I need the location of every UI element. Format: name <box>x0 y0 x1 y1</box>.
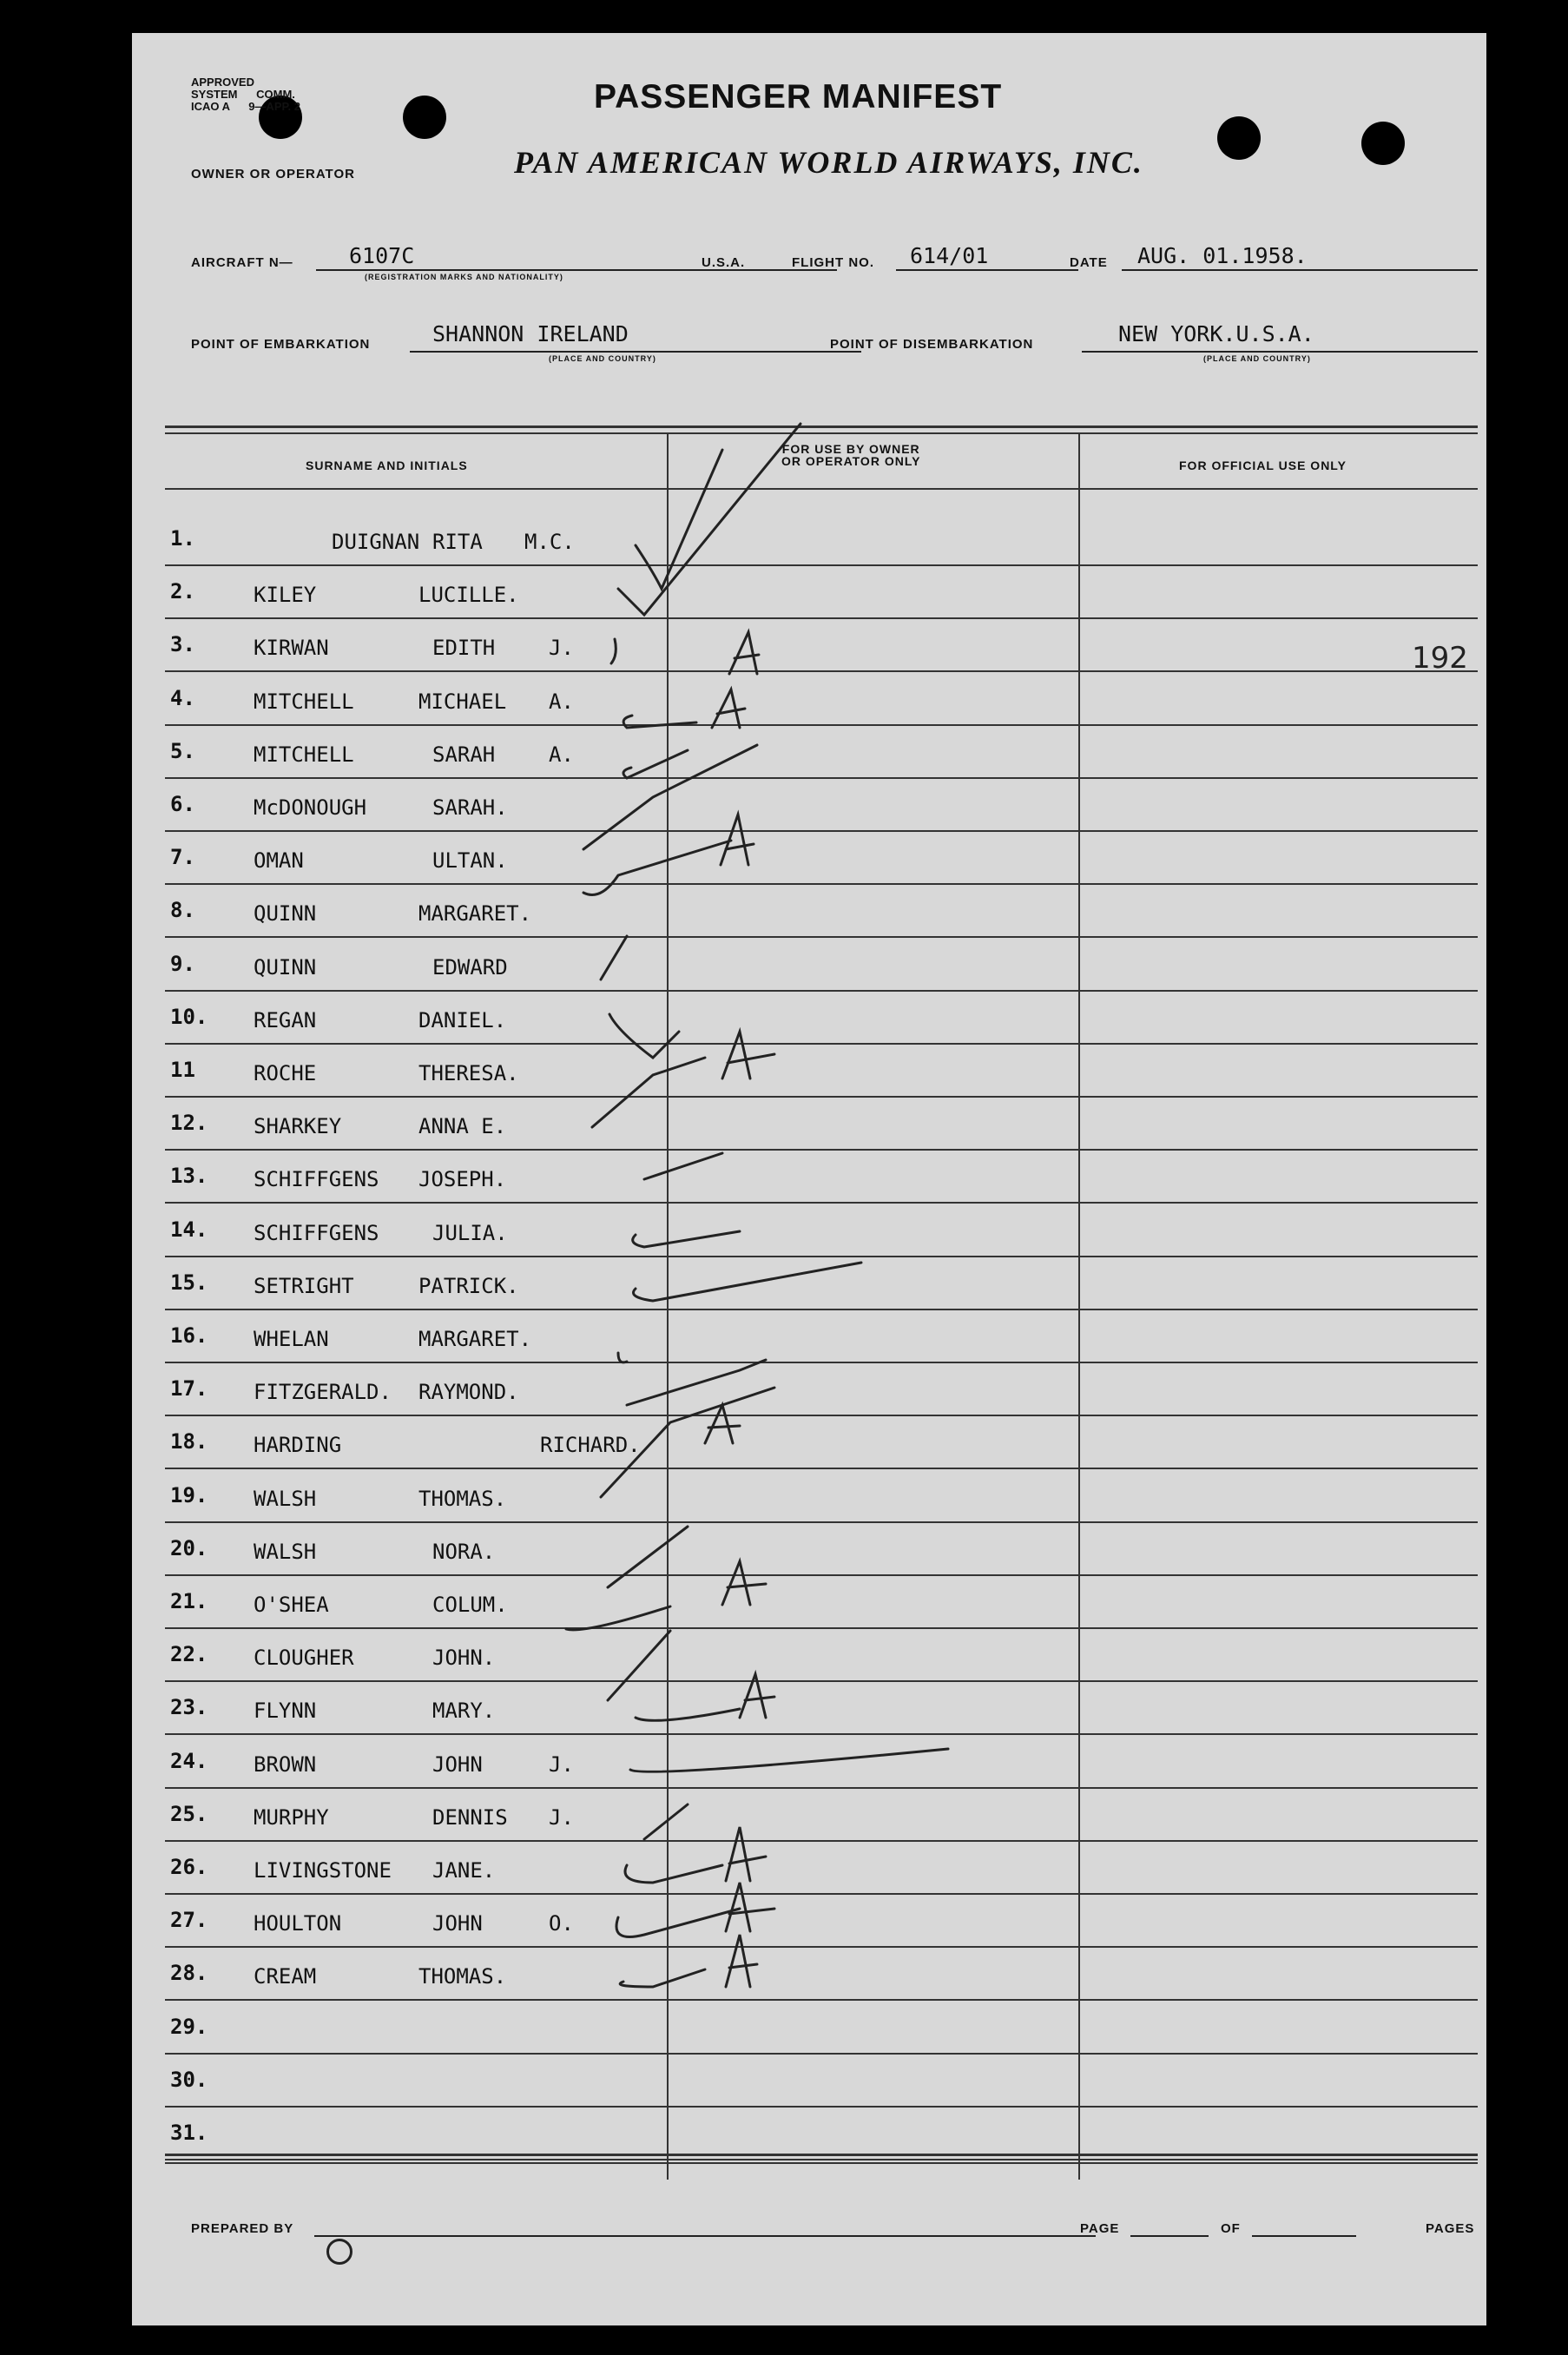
passenger-given-name: COLUM. <box>432 1593 508 1617</box>
embark-caption: (PLACE AND COUNTRY) <box>549 354 656 363</box>
row-number: 30. <box>170 2068 208 2092</box>
passenger-given-name: THOMAS. <box>418 1964 507 1989</box>
row-number: 13. <box>170 1164 208 1188</box>
check-mark <box>636 1709 740 1720</box>
row-number: 27. <box>170 1908 208 1932</box>
passenger-surname: HOULTON <box>254 1911 342 1936</box>
passenger-given-name: ULTAN. <box>432 848 508 873</box>
page-title: PASSENGER MANIFEST <box>594 78 1003 115</box>
letter-a-mark <box>705 1405 740 1443</box>
row-number: 11 <box>170 1058 195 1082</box>
passenger-initial: A. <box>549 742 574 767</box>
check-mark <box>566 1606 670 1630</box>
passenger-given-name: LUCILLE. <box>418 583 519 607</box>
manifest-sheet <box>132 33 1486 2325</box>
row-number: 18. <box>170 1429 208 1454</box>
approval-stamp-text: APPROVED SYSTEM COMM. ICAO A 9—APP. 2 <box>191 76 300 113</box>
row-number: 28. <box>170 1961 208 1985</box>
passenger-surname: SCHIFFGENS <box>254 1167 379 1191</box>
row-number: 12. <box>170 1111 208 1135</box>
official-note: 192 <box>1412 641 1468 676</box>
row-number: 7. <box>170 845 195 869</box>
check-mark <box>630 1749 948 1771</box>
passenger-surname: DUIGNAN <box>332 530 420 554</box>
disembark-caption: (PLACE AND COUNTRY) <box>1203 354 1311 363</box>
row-number: 2. <box>170 579 195 604</box>
usa-label: U.S.A. <box>702 255 746 270</box>
date-value: AUG. 01.1958. <box>1137 243 1308 268</box>
passenger-surname: CREAM <box>254 1964 317 1989</box>
passenger-initial: M.C. <box>524 530 575 554</box>
passenger-given-name: NORA. <box>432 1540 496 1564</box>
check-mark <box>608 1527 688 1587</box>
passenger-given-name: SARAH. <box>432 795 508 820</box>
check-mark <box>620 1969 705 1987</box>
passenger-given-name: RITA <box>432 530 483 554</box>
row-number: 29. <box>170 2015 208 2039</box>
row-number: 21. <box>170 1589 208 1613</box>
check-mark <box>611 639 616 663</box>
row-number: 23. <box>170 1695 208 1719</box>
owner-value: PAN AMERICAN WORLD AIRWAYS, INC. <box>514 145 1143 180</box>
passenger-initial: J. <box>549 636 574 660</box>
passenger-given-name: THOMAS. <box>418 1487 507 1511</box>
row-number: 16. <box>170 1323 208 1348</box>
check-mark <box>609 1014 679 1058</box>
passenger-given-name: THERESA. <box>418 1061 519 1085</box>
passenger-given-name: ANNA E. <box>418 1114 507 1138</box>
embark-label: POINT OF EMBARKATION <box>191 337 371 352</box>
passenger-initial: J. <box>549 1752 574 1777</box>
flight-label: FLIGHT NO. <box>792 255 874 270</box>
page-label: PAGE <box>1080 2221 1120 2236</box>
handwritten-checkmarks <box>132 33 1486 2325</box>
passenger-given-name: JOSEPH. <box>418 1167 507 1191</box>
pages-label: PAGES <box>1426 2221 1475 2236</box>
letter-a-mark <box>721 815 754 865</box>
passenger-surname: SHARKEY <box>254 1114 342 1138</box>
passenger-given-name: MARGARET. <box>418 1327 532 1351</box>
row-number: 26. <box>170 1855 208 1879</box>
passenger-surname: REGAN <box>254 1008 317 1032</box>
letter-a-mark <box>726 1935 757 1987</box>
registration-caption: (REGISTRATION MARKS AND NATIONALITY) <box>365 273 563 281</box>
aircraft-label: AIRCRAFT N— <box>191 255 293 270</box>
row-number: 20. <box>170 1536 208 1560</box>
passenger-surname: ROCHE <box>254 1061 317 1085</box>
check-mark <box>636 450 722 589</box>
passenger-given-name: DANIEL. <box>418 1008 507 1032</box>
disembark-value: NEW YORK.U.S.A. <box>1118 321 1314 346</box>
check-mark <box>633 1231 740 1247</box>
letter-a-mark <box>726 1827 766 1881</box>
check-mark <box>623 750 688 778</box>
passenger-given-name: PATRICK. <box>418 1274 519 1298</box>
passenger-given-name: DENNIS <box>432 1805 508 1830</box>
row-number: 6. <box>170 792 195 816</box>
check-mark <box>592 1058 705 1127</box>
owner-label: OWNER OR OPERATOR <box>191 167 355 181</box>
row-number: 9. <box>170 952 195 976</box>
row-number: 5. <box>170 739 195 763</box>
row-number: 3. <box>170 632 195 656</box>
passenger-given-name: JULIA. <box>432 1221 508 1245</box>
passenger-surname: WHELAN <box>254 1327 329 1351</box>
passenger-given-name: RICHARD. <box>540 1433 641 1457</box>
row-number: 4. <box>170 686 195 710</box>
row-number: 8. <box>170 898 195 922</box>
row-number: 31. <box>170 2121 208 2145</box>
check-mark <box>616 1909 740 1937</box>
flight-value: 614/01 <box>910 243 989 268</box>
passenger-surname: LIVINGSTONE <box>254 1858 392 1883</box>
check-mark <box>634 1263 862 1301</box>
prepared-by-label: PREPARED BY <box>191 2221 294 2236</box>
letter-a-mark <box>722 1032 774 1079</box>
letter-a-mark <box>726 1883 774 1931</box>
passenger-surname: WALSH <box>254 1540 317 1564</box>
check-mark <box>623 716 696 728</box>
letter-a-mark <box>729 632 759 674</box>
passenger-surname: BROWN <box>254 1752 317 1777</box>
check-marks <box>566 424 948 1987</box>
row-number: 14. <box>170 1217 208 1242</box>
row-number: 15. <box>170 1270 208 1295</box>
passenger-surname: SCHIFFGENS <box>254 1221 379 1245</box>
passenger-surname: MITCHELL <box>254 689 354 714</box>
passenger-given-name: EDWARD <box>432 955 508 980</box>
letter-a-mark <box>712 689 745 728</box>
check-mark <box>644 1804 688 1839</box>
passenger-surname: KIRWAN <box>254 636 329 660</box>
column-header-name: SURNAME AND INITIALS <box>306 458 468 472</box>
passenger-surname: OMAN <box>254 848 304 873</box>
row-number: 25. <box>170 1802 208 1826</box>
passenger-given-name: MICHAEL <box>418 689 507 714</box>
passenger-surname: FITZGERALD. <box>254 1380 392 1404</box>
passenger-given-name: JOHN <box>432 1911 483 1936</box>
passenger-given-name: MARGARET. <box>418 901 532 926</box>
row-number: 1. <box>170 526 195 551</box>
passenger-initial: J. <box>549 1805 574 1830</box>
row-number: 19. <box>170 1483 208 1507</box>
of-label: OF <box>1221 2221 1241 2236</box>
check-mark <box>618 1353 627 1362</box>
passenger-given-name: SARAH <box>432 742 496 767</box>
passenger-surname: SETRIGHT <box>254 1274 354 1298</box>
passenger-initial: A. <box>549 689 574 714</box>
passenger-surname: O'SHEA <box>254 1593 329 1617</box>
passenger-surname: HARDING <box>254 1433 342 1457</box>
row-number: 10. <box>170 1005 208 1029</box>
check-mark <box>601 936 627 980</box>
check-mark <box>618 424 800 615</box>
passenger-surname: MURPHY <box>254 1805 329 1830</box>
disembark-label: POINT OF DISEMBARKATION <box>830 337 1034 352</box>
embark-value: SHANNON IRELAND <box>432 321 629 346</box>
passenger-given-name: JOHN <box>432 1752 483 1777</box>
passenger-given-name: JANE. <box>432 1858 496 1883</box>
letter-a-marks <box>705 632 774 1987</box>
column-header-official-use: FOR OFFICIAL USE ONLY <box>1179 458 1347 472</box>
passenger-surname: MITCHELL <box>254 742 354 767</box>
check-mark <box>625 1865 722 1883</box>
aircraft-value: 6107C <box>349 243 415 268</box>
passenger-initial: O. <box>549 1911 574 1936</box>
passenger-surname: QUINN <box>254 901 317 926</box>
letter-a-mark <box>722 1561 766 1605</box>
passenger-surname: WALSH <box>254 1487 317 1511</box>
row-number: 22. <box>170 1642 208 1666</box>
passenger-surname: CLOUGHER <box>254 1646 354 1670</box>
passenger-surname: QUINN <box>254 955 317 980</box>
check-mark <box>583 841 731 895</box>
date-label: DATE <box>1070 255 1108 270</box>
passenger-given-name: MARY. <box>432 1699 496 1723</box>
passenger-surname: McDONOUGH <box>254 795 367 820</box>
letter-a-mark <box>740 1674 774 1718</box>
passenger-given-name: RAYMOND. <box>418 1380 519 1404</box>
row-number: 17. <box>170 1376 208 1401</box>
check-mark <box>608 1631 670 1700</box>
passenger-given-name: JOHN. <box>432 1646 496 1670</box>
check-mark <box>644 1153 722 1179</box>
passenger-surname: FLYNN <box>254 1699 317 1723</box>
passenger-surname: KILEY <box>254 583 317 607</box>
column-header-owner-use: FOR USE BY OWNER OR OPERATOR ONLY <box>781 442 921 468</box>
row-number: 24. <box>170 1749 208 1773</box>
passenger-given-name: EDITH <box>432 636 496 660</box>
